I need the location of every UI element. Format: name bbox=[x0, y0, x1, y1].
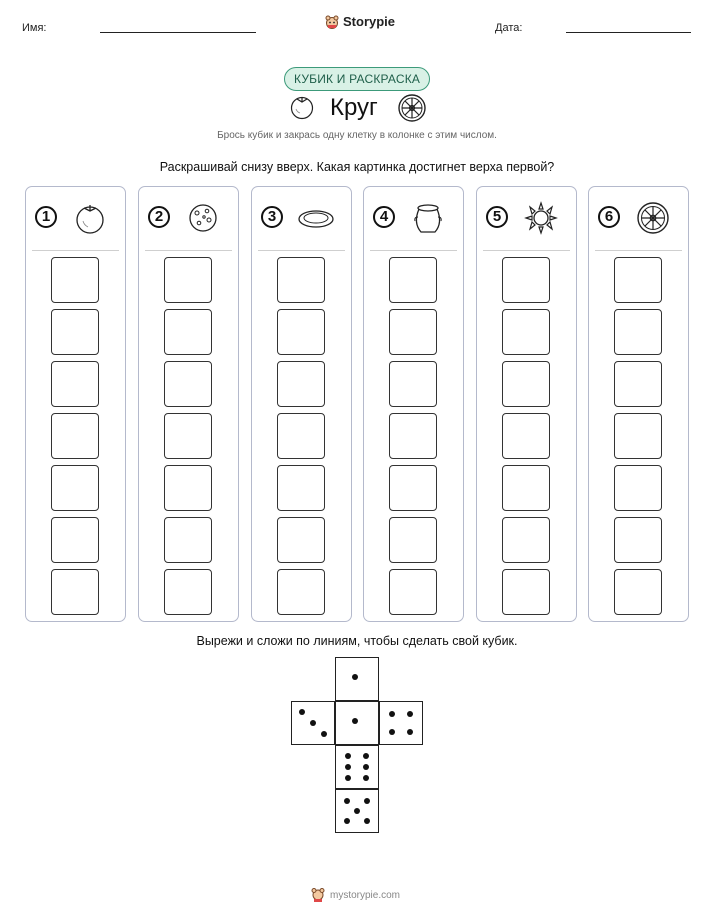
coloring-cell[interactable] bbox=[389, 517, 437, 563]
column-4 bbox=[363, 186, 464, 622]
coloring-cell[interactable] bbox=[277, 361, 325, 407]
coloring-cell[interactable] bbox=[502, 361, 550, 407]
column-divider bbox=[145, 250, 232, 251]
page-subtitle: Брось кубик и закрась одну клетку в колонке с этим числом. bbox=[217, 130, 497, 141]
date-label: Дата: bbox=[495, 22, 523, 34]
coloring-cell[interactable] bbox=[614, 257, 662, 303]
coloring-cell[interactable] bbox=[502, 465, 550, 511]
coloring-cell[interactable] bbox=[51, 361, 99, 407]
coloring-instruction: Раскрашивай снизу вверх. Какая картинка достигнет верха первой? bbox=[159, 160, 555, 174]
column-header bbox=[252, 201, 351, 237]
column-2 bbox=[138, 186, 239, 622]
coloring-cell[interactable] bbox=[277, 413, 325, 459]
title-wheel-icon bbox=[397, 93, 427, 128]
coloring-cell[interactable] bbox=[51, 257, 99, 303]
coloring-cell[interactable] bbox=[614, 361, 662, 407]
column-divider bbox=[370, 250, 457, 251]
cube-instruction: Вырежи и сложи по линиям, чтобы сделать свой кубик. bbox=[196, 634, 518, 648]
coloring-cell[interactable] bbox=[51, 413, 99, 459]
tomato-icon bbox=[71, 201, 109, 235]
title-tomato-icon bbox=[288, 94, 316, 125]
coloring-cell[interactable] bbox=[389, 309, 437, 355]
column-divider bbox=[32, 250, 119, 251]
coloring-cell[interactable] bbox=[164, 465, 212, 511]
coloring-cell[interactable] bbox=[51, 569, 99, 615]
coloring-cell[interactable] bbox=[164, 309, 212, 355]
brand-logo bbox=[325, 14, 395, 29]
brand-name: Storypie bbox=[343, 14, 396, 29]
coloring-cell[interactable] bbox=[614, 309, 662, 355]
sun-icon bbox=[522, 201, 560, 235]
coloring-cell[interactable] bbox=[164, 413, 212, 459]
coloring-cell[interactable] bbox=[614, 465, 662, 511]
coloring-cell[interactable] bbox=[614, 413, 662, 459]
die-face-1b bbox=[335, 701, 379, 745]
coloring-cell[interactable] bbox=[277, 257, 325, 303]
wheel-icon bbox=[634, 201, 672, 235]
coloring-cell[interactable] bbox=[164, 569, 212, 615]
column-number: 3 bbox=[261, 206, 283, 228]
column-header bbox=[139, 201, 238, 237]
storypie-mascot-icon bbox=[311, 887, 325, 903]
column-number: 4 bbox=[373, 206, 395, 228]
coloring-cell[interactable] bbox=[277, 309, 325, 355]
column-1 bbox=[25, 186, 126, 622]
coloring-cell[interactable] bbox=[389, 569, 437, 615]
column-6 bbox=[588, 186, 689, 622]
coloring-cell[interactable] bbox=[614, 569, 662, 615]
coloring-cell[interactable] bbox=[164, 517, 212, 563]
plate-icon bbox=[297, 201, 335, 235]
coloring-cell[interactable] bbox=[502, 413, 550, 459]
column-number: 5 bbox=[486, 206, 508, 228]
die-face-1 bbox=[335, 657, 379, 701]
page-title: Круг bbox=[330, 94, 378, 121]
storypie-mascot-icon bbox=[325, 15, 339, 29]
date-line[interactable] bbox=[566, 32, 691, 33]
coloring-cell[interactable] bbox=[502, 257, 550, 303]
column-divider bbox=[258, 250, 345, 251]
column-number: 1 bbox=[35, 206, 57, 228]
coloring-cell[interactable] bbox=[389, 257, 437, 303]
name-line[interactable] bbox=[100, 32, 256, 33]
column-divider bbox=[595, 250, 682, 251]
coloring-cell[interactable] bbox=[164, 257, 212, 303]
column-header bbox=[26, 201, 125, 237]
coloring-cell[interactable] bbox=[164, 361, 212, 407]
footer-url[interactable]: mystorypie.com bbox=[330, 889, 401, 901]
coloring-cell[interactable] bbox=[51, 517, 99, 563]
column-header bbox=[477, 201, 576, 237]
coloring-cell[interactable] bbox=[51, 309, 99, 355]
coloring-cell[interactable] bbox=[502, 517, 550, 563]
name-label: Имя: bbox=[22, 22, 47, 34]
coloring-cell[interactable] bbox=[614, 517, 662, 563]
column-header bbox=[589, 201, 688, 237]
cookie-icon bbox=[184, 201, 222, 235]
die-face-5 bbox=[335, 789, 379, 833]
coloring-cell[interactable] bbox=[389, 465, 437, 511]
coloring-cell[interactable] bbox=[51, 465, 99, 511]
die-face-4 bbox=[379, 701, 423, 745]
coloring-cell[interactable] bbox=[277, 465, 325, 511]
die-face-3 bbox=[291, 701, 335, 745]
coloring-cell[interactable] bbox=[502, 569, 550, 615]
column-3 bbox=[251, 186, 352, 622]
coloring-cell[interactable] bbox=[277, 569, 325, 615]
pot-icon bbox=[409, 201, 447, 235]
activity-badge: КУБИК И РАСКРАСКА bbox=[284, 67, 430, 91]
coloring-cell[interactable] bbox=[502, 309, 550, 355]
column-divider bbox=[483, 250, 570, 251]
coloring-cell[interactable] bbox=[277, 517, 325, 563]
footer bbox=[311, 887, 400, 903]
column-number: 6 bbox=[598, 206, 620, 228]
column-5 bbox=[476, 186, 577, 622]
coloring-cell[interactable] bbox=[389, 361, 437, 407]
die-face-6 bbox=[335, 745, 379, 789]
coloring-cell[interactable] bbox=[389, 413, 437, 459]
column-number: 2 bbox=[148, 206, 170, 228]
column-header bbox=[364, 201, 463, 237]
